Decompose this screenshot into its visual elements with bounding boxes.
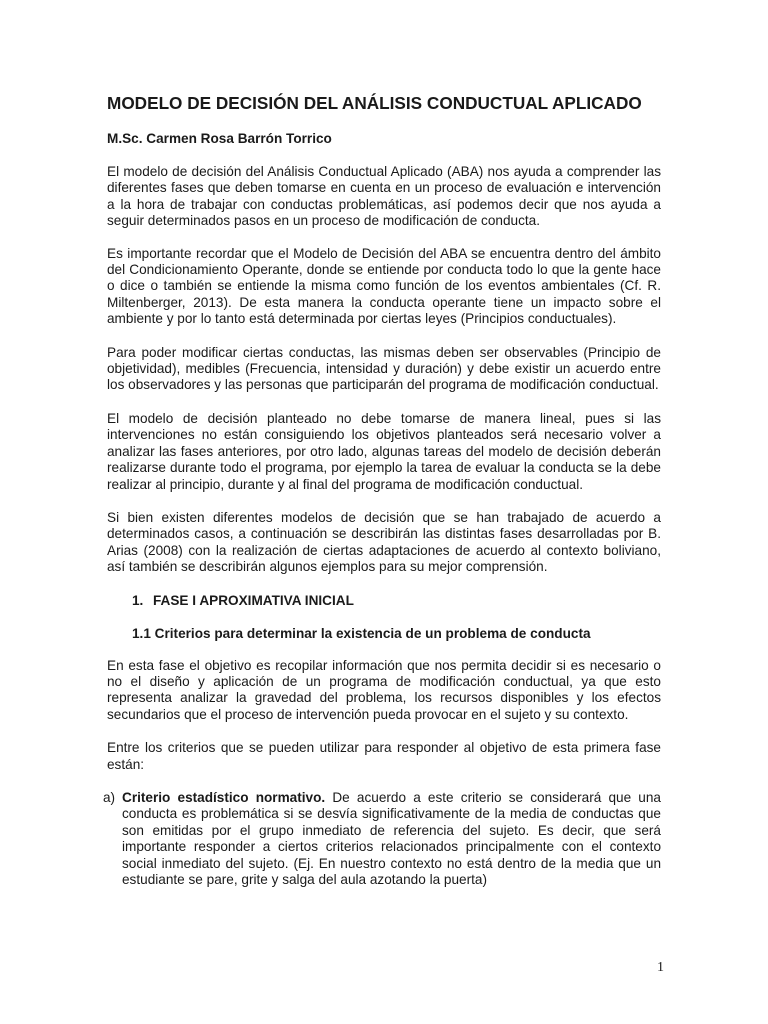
list-marker: a) bbox=[103, 789, 116, 805]
paragraph-phase-objective: En esta fase el objetivo es recopilar información que nos permita decidir si es necesario o no el diseño y aplicación de un programa de modificación conductual, ya que esto representa analizar la gravedad del problema, los recursos disponibles y los efectos secundarios que el proceso de intervención pueda provocar en el sujeto y su contexto. bbox=[107, 657, 661, 722]
paragraph-operant-conditioning: Es importante recordar que el Modelo de Decisión del ABA se encuentra dentro del ámbito del Condicionamiento Operante, donde se entiende por conducta todo lo que la gente hace o dice o también se entiende la misma como función de los eventos ambientales (Cf. R. Miltenberger, 2013). De esta manera la conducta operante tiene un impacto sobre el ambiente y por lo tanto está determinada por ciertas leyes (Principios conductuales). bbox=[107, 245, 661, 327]
list-item-text bbox=[122, 790, 661, 888]
section-heading bbox=[132, 592, 661, 610]
list-item bbox=[103, 790, 661, 888]
document-body bbox=[103, 92, 661, 888]
author-line: M.Sc. Carmen Rosa Barrón Torrico bbox=[107, 131, 332, 146]
paragraph-models-overview: Si bien existen diferentes modelos de decisión que se han trabajado de acuerdo a determinados casos, a continuación se describirán las distintas fases desarrolladas por B. Arias (2008) con la realización de ciertas adaptaciones de acuerdo al contexto boliviano, así también se describirán algunos ejemplos para su mejor comprensión. bbox=[107, 509, 661, 575]
document-title: MODELO DE DECISIÓN DEL ANÁLISIS CONDUCTUAL APLICADO bbox=[107, 93, 642, 113]
list-item-bold-lead: Criterio estadístico normativo. bbox=[122, 789, 326, 805]
section-title: FASE I APROXIMATIVA INICIAL bbox=[153, 592, 354, 608]
list-item-body: De acuerdo a este criterio se considerará que una conducta es problemática si se desvía significativamente de la media de conductas que son emitidas por el grupo inmediato de referencia del sujeto. Es decir, que será importante responder a ciertos criterios relacionados principalmente con el contexto social inmediato del sujeto. (Ej. En nuestro contexto no está dentro de la media que un estudiante se pare, grite y salga del aula azotando la puerta) bbox=[122, 789, 661, 887]
paragraph-observable-conduct: Para poder modificar ciertas conductas, las mismas deben ser observables (Principio de objetividad), medibles (Frecuencia, intensidad y duración) y debe existir un acuerdo entre los observadores y las personas que participarán del programa de modificación conductual. bbox=[107, 344, 661, 393]
paragraph-intro: El modelo de decisión del Análisis Conductual Aplicado (ABA) nos ayuda a comprender las diferentes fases que deben tomarse en cuenta en un proceso de evaluación e intervención a la hora de trabajar con conductas problemáticas, así podemos decir que nos ayuda a seguir determinados pasos en un proceso de modificación de conducta. bbox=[107, 164, 661, 229]
subsection-heading: 1.1 Criterios para determinar la existencia de un problema de conducta bbox=[132, 625, 591, 641]
paragraph-non-linear-model: El modelo de decisión planteado no debe tomarse de manera lineal, pues si las intervenciones no están consiguiendo los objetivos planteados será necesario volver a analizar las fases anteriores, por otro lado, algunas tareas del modelo de decisión deberán realizarse durante todo el programa, por ejemplo la tarea de evaluar la conducta se la debe realizar al principio, durante y al final del programa de modificación conductual. bbox=[107, 410, 661, 492]
section-number: 1. bbox=[132, 592, 144, 608]
paragraph-criteria-intro: Entre los criterios que se pueden utilizar para responder al objetivo de esta primera fase están: bbox=[107, 740, 661, 772]
page-number: 1 bbox=[657, 960, 664, 975]
